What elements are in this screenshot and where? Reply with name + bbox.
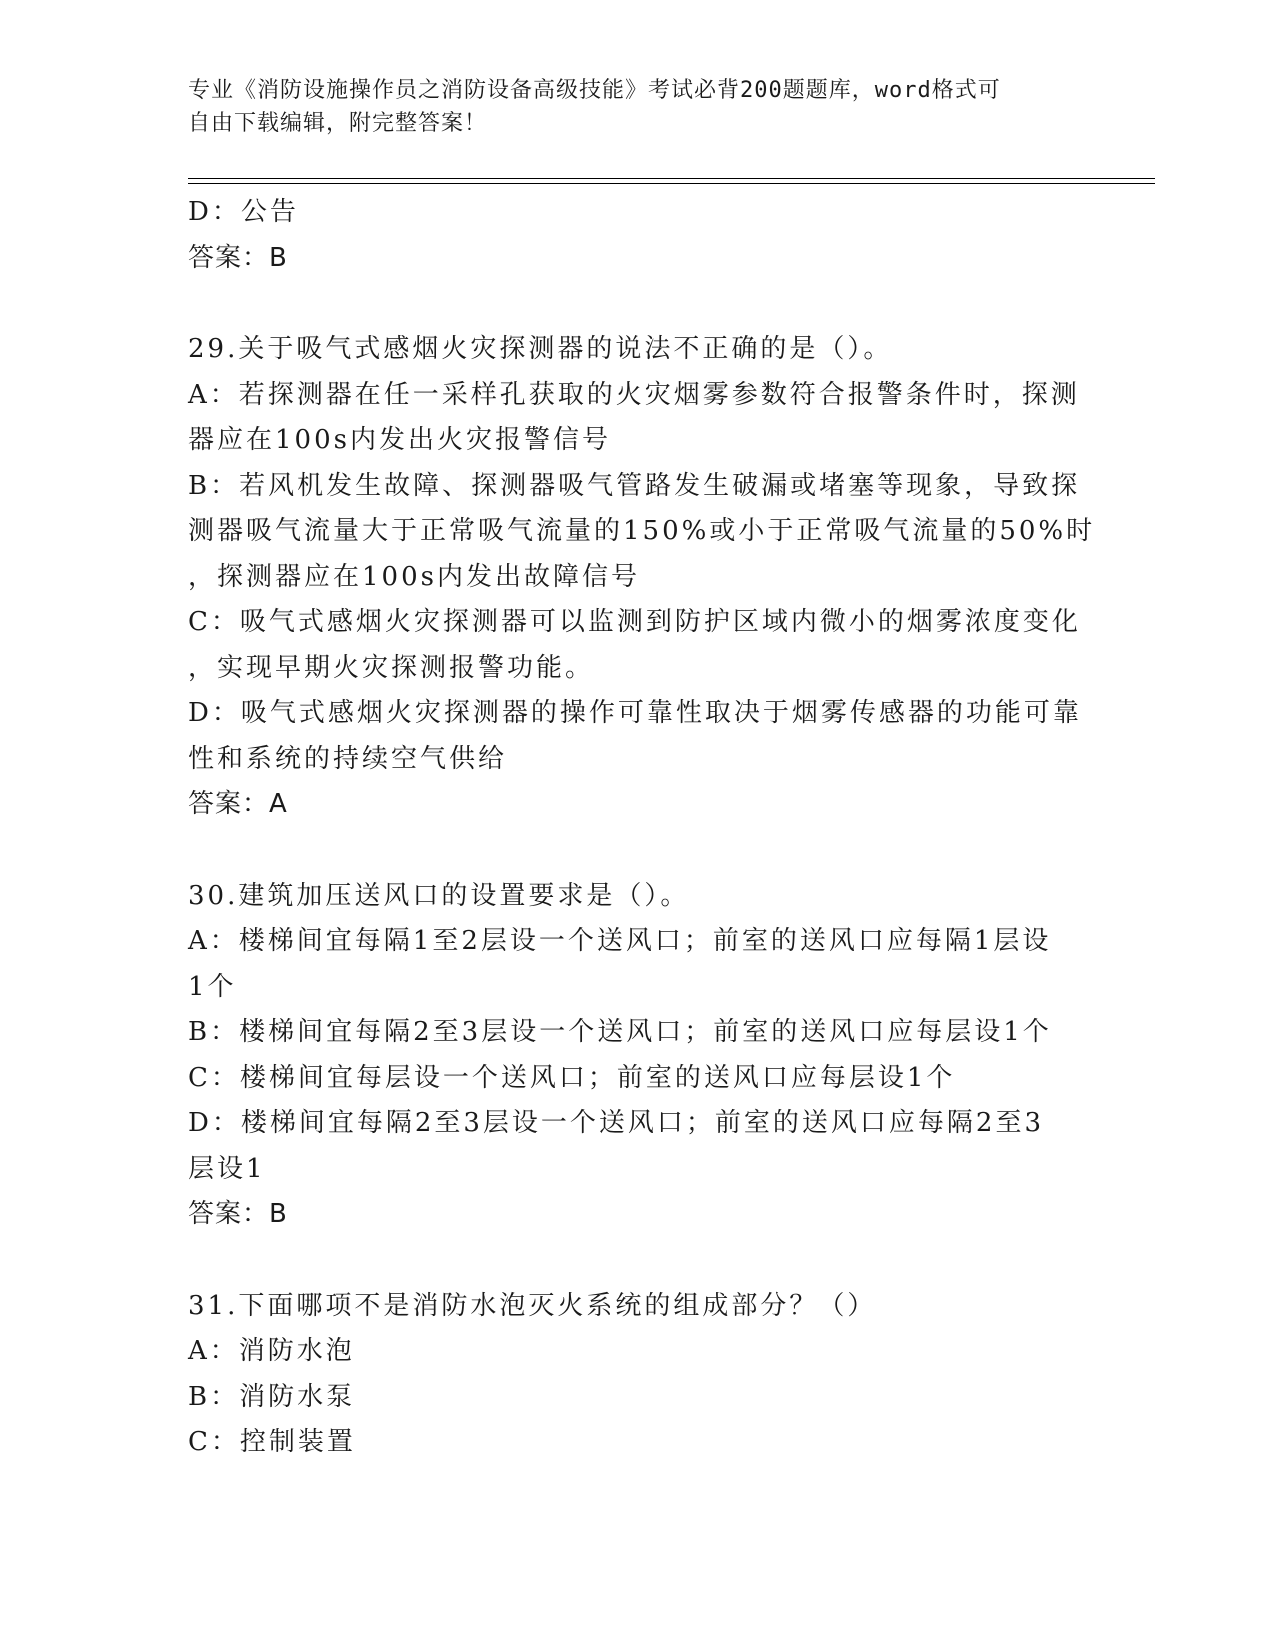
q30-option-a-line-1: A：楼梯间宜每隔1至2层设一个送风口；前室的送风口应每隔1层设 bbox=[188, 926, 1052, 956]
q30-option-d-line-1: D：楼梯间宜每隔2至3层设一个送风口；前室的送风口应每隔2至3 bbox=[188, 1108, 1045, 1138]
header-divider bbox=[188, 178, 1155, 184]
q30-answer: 答案：B bbox=[188, 1199, 288, 1229]
q29-option-b-line-1: B：若风机发生故障、探测器吸气管路发生破漏或堵塞等现象，导致探 bbox=[188, 470, 1081, 501]
q29-option-a-line-2: 器应在100s内发出火灾报警信号 bbox=[188, 425, 611, 455]
prev-option-d: D：公告 bbox=[188, 197, 299, 227]
q29-option-b-line-3: ，探测器应在100s内发出故障信号 bbox=[188, 561, 640, 592]
q31-option-c: C：控制装置 bbox=[188, 1427, 356, 1457]
prev-answer: 答案：B bbox=[188, 242, 288, 273]
q31-option-a: A：消防水泡 bbox=[188, 1336, 355, 1366]
spacer bbox=[188, 828, 1088, 874]
q29-answer: 答案：A bbox=[188, 789, 288, 819]
q31-option-b: B：消防水泵 bbox=[188, 1381, 356, 1412]
q30-question: 30.建筑加压送风口的设置要求是（）。 bbox=[188, 880, 690, 911]
document-header bbox=[188, 74, 1088, 140]
q29-option-c-line-2: ，实现早期火灾探测报警功能。 bbox=[188, 652, 595, 683]
spacer bbox=[188, 1238, 1088, 1284]
q31-question: 31.下面哪项不是消防水泡灭火系统的组成部分？（） bbox=[188, 1290, 877, 1321]
header-line-1: 专业《消防设施操作员之消防设备高级技能》考试必背200题题库，word格式可 bbox=[188, 78, 1001, 103]
q30-option-a-line-2: 1个 bbox=[188, 971, 237, 1002]
header-line-2: 自由下载编辑，附完整答案！ bbox=[188, 111, 488, 136]
q30-option-d-line-2: 层设1 bbox=[188, 1153, 266, 1184]
q29-option-c-line-1: C：吸气式感烟火灾探测器可以监测到防护区域内微小的烟雾浓度变化 bbox=[188, 607, 1081, 637]
spacer bbox=[188, 281, 1088, 327]
question-content bbox=[188, 190, 1096, 1466]
q29-option-b-line-2: 测器吸气流量大于正常吸气流量的150%或小于正常吸气流量的50%时 bbox=[188, 516, 1096, 546]
q29-question: 29.关于吸气式感烟火灾探测器的说法不正确的是（）。 bbox=[188, 334, 893, 364]
q29-option-d-line-2: 性和系统的持续空气供给 bbox=[188, 743, 508, 774]
q29-option-d-line-1: D：吸气式感烟火灾探测器的操作可靠性取决于烟雾传感器的功能可靠 bbox=[188, 698, 1082, 728]
q29-option-a-line-1: A：若探测器在任一采样孔获取的火灾烟雾参数符合报警条件时，探测 bbox=[188, 379, 1080, 410]
q30-option-c: C：楼梯间宜每层设一个送风口；前室的送风口应每层设1个 bbox=[188, 1062, 956, 1093]
q30-option-b: B：楼梯间宜每隔2至3层设一个送风口；前室的送风口应每层设1个 bbox=[188, 1017, 1052, 1047]
